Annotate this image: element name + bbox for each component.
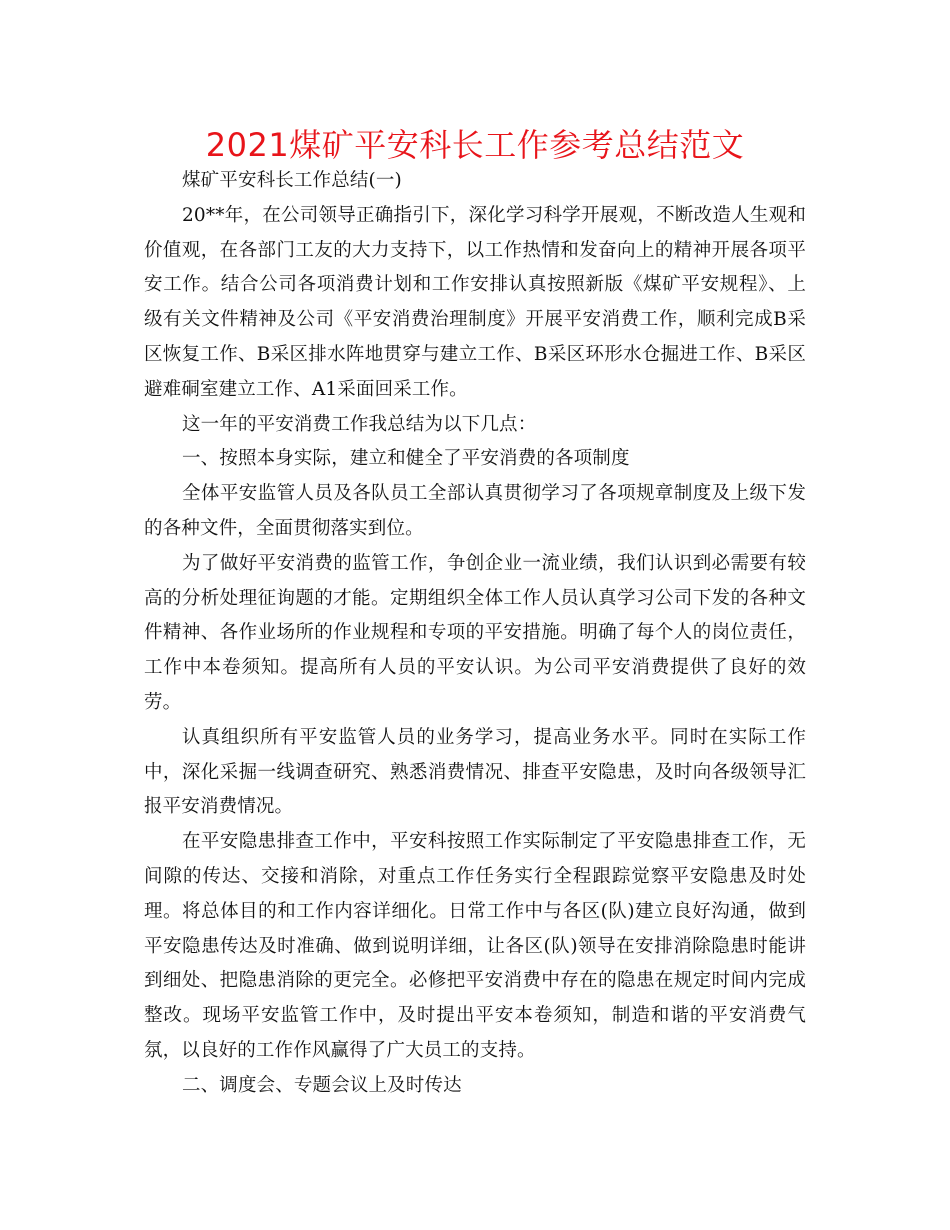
paragraph-intro: 20**年，在公司领导正确指引下，深化学习科学开展观，不断改造人生观和价值观，在各部门工友的大力支持下，以工作热情和发奋向上的精神开展各项平安工作。结合公司各项消费计划和工作安排认真按照新版《煤矿平安规程》、上级有关文件精神及公司《平安消费治理制度》开展平安消费工作，顺利完成B采区恢复工作、B采区排水阵地贯穿与建立工作、B采区环形水仓掘进工作、B采区避难硐室建立工作、A1采面回采工作。 (144, 204, 806, 400)
document-title: 2021煤矿平安科长工作参考总结范文 (205, 126, 745, 164)
section-subtitle: 煤矿平安科长工作总结(一) (182, 170, 402, 191)
section-heading-2: 二、调度会、专题会议上及时传达 (182, 1074, 462, 1096)
paragraph: 为了做好平安消费的监管工作，争创企业一流业绩，我们认识到必需要有较高的分析处理征询题的才能。定期组织全体工作人员认真学习公司下发的各种文件精神、各作业场所的作业规程和专项的平安措施。明确了每个人的岗位责任，工作中本卷须知。提高所有人员的平安认识。为公司平安消费提供了良好的效劳。 (144, 552, 806, 713)
paragraph: 全体平安监管人员及各队员工全部认真贯彻学习了各项规章制度及上级下发的各种文件，全面贯彻落实到位。 (144, 483, 806, 539)
paragraph-summary-lead: 这一年的平安消费工作我总结为以下几点： (182, 413, 537, 435)
paragraph: 认真组织所有平安监管人员的业务学习，提高业务水平。同时在实际工作中，深化采掘一线调查研究、熟悉消费情况、排查平安隐患，及时向各级领导汇报平安消费情况。 (144, 726, 806, 818)
section-heading-1: 一、按照本身实际，建立和健全了平安消费的各项制度 (182, 448, 630, 470)
document-body (144, 164, 806, 1104)
paragraph: 在平安隐患排查工作中，平安科按照工作实际制定了平安隐患排查工作，无间隙的传达、交接和消除，对重点工作任务实行全程跟踪觉察平安隐患及时处理。将总体目的和工作内容详细化。日常工作中与各区(队)建立良好沟通，做到平安隐患传达及时准确、做到说明详细，让各区(队)领导在安排消除隐患时能讲到细处、把隐患消除的更完全。必修把平安消费中存在的隐患在规定时间内完成整改。现场平安监管工作中，及时提出平安本卷须知，制造和谐的平安消费气氛，以良好的工作作风赢得了广大员工的支持。 (144, 831, 806, 1061)
